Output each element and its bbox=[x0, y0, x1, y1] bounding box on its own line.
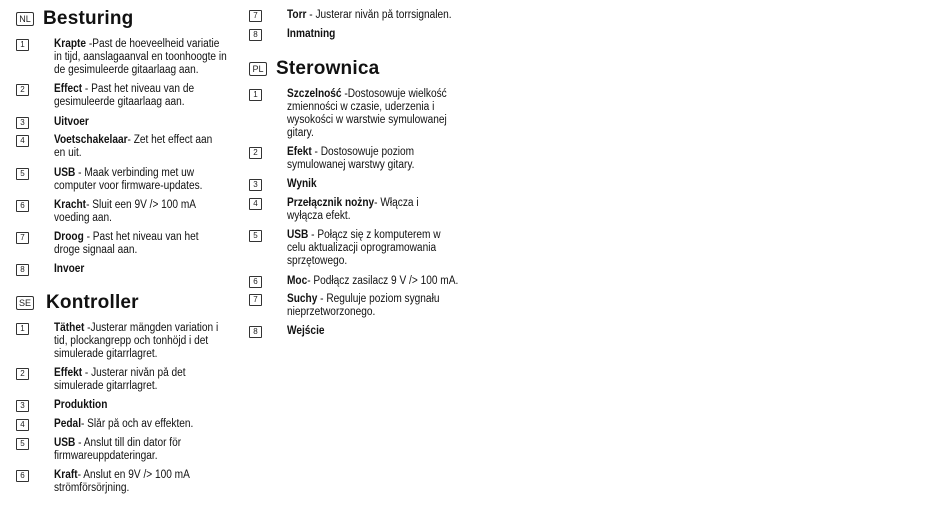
item-description: -Past de hoeveelheid variatie in tijd, aanslagaanval en toonhoogte in de gesimuleerde gitaarlaag aan. bbox=[54, 38, 227, 76]
item-text bbox=[54, 399, 230, 412]
item-text bbox=[287, 275, 498, 288]
item-text bbox=[287, 9, 498, 22]
item-term: USB bbox=[287, 229, 309, 241]
item-text bbox=[287, 293, 445, 319]
item-description: - Dostosowuje poziom symulowanej warstwy gitary. bbox=[287, 146, 415, 171]
item-term: USB bbox=[54, 437, 76, 449]
item-term: Inmatning bbox=[287, 28, 336, 40]
item-text bbox=[287, 146, 428, 172]
language-tag-nl: NL bbox=[16, 12, 34, 26]
item-term: Kraft bbox=[54, 469, 78, 481]
item-number-badge: 5 bbox=[16, 168, 29, 180]
item-number-badge: 6 bbox=[16, 470, 29, 482]
item-description: - Anslut en 9V /> 100 mA strömförsörjning. bbox=[54, 469, 190, 494]
item-number-badge: 7 bbox=[249, 294, 262, 306]
item-description: - Sluit een 9V /> 100 mA voeding aan. bbox=[54, 199, 196, 224]
item-term: Moc bbox=[287, 275, 308, 287]
item-text bbox=[287, 178, 463, 191]
item-number-badge: 5 bbox=[249, 230, 262, 242]
item-text bbox=[54, 418, 230, 431]
item-term: Effect bbox=[54, 83, 83, 95]
item-text bbox=[287, 229, 445, 268]
item-term: Invoer bbox=[54, 263, 85, 275]
item-number-badge: 6 bbox=[249, 276, 262, 288]
item-text bbox=[54, 322, 226, 361]
item-number-badge: 3 bbox=[16, 400, 29, 412]
item-text bbox=[54, 469, 212, 495]
item-term: Efekt bbox=[287, 146, 312, 158]
item-term: USB bbox=[54, 167, 76, 179]
item-description: - Justerar nivån på det simulerade gitarrlagret. bbox=[54, 367, 186, 392]
item-term: Suchy bbox=[287, 293, 318, 305]
item-text bbox=[54, 38, 230, 77]
item-term: Voetschakelaar bbox=[54, 134, 128, 146]
item-number-badge: 4 bbox=[16, 135, 29, 147]
item-text bbox=[287, 197, 441, 223]
item-term: Kracht bbox=[54, 199, 87, 211]
item-term: Droog bbox=[54, 231, 84, 243]
item-text bbox=[54, 199, 217, 225]
item-number-badge: 8 bbox=[16, 264, 29, 276]
item-description: - Slår på och av effekten. bbox=[81, 418, 194, 430]
section-title-nl: Besturing bbox=[43, 8, 134, 29]
item-number-badge: 8 bbox=[249, 326, 262, 338]
item-term: Przełącznik nożny bbox=[287, 197, 375, 209]
item-description: - Reguluje poziom sygnału nieprzetworzonego. bbox=[287, 293, 440, 318]
item-description: - Past het niveau van de gesimuleerde gitaarlaag aan. bbox=[54, 83, 195, 108]
section-header-se bbox=[16, 292, 139, 314]
item-description: - Połącz się z komputerem w celu aktualizacji oprogramowania sprzętowego. bbox=[287, 229, 441, 267]
item-number-badge: 5 bbox=[16, 438, 29, 450]
item-description: - Justerar nivån på torrsignalen. bbox=[306, 9, 452, 21]
language-tag-pl: PL bbox=[249, 62, 267, 76]
item-text bbox=[54, 437, 199, 463]
item-text bbox=[287, 28, 463, 41]
item-term: Wynik bbox=[287, 178, 317, 190]
item-number-badge: 2 bbox=[16, 84, 29, 96]
item-text bbox=[54, 167, 221, 193]
item-term: Täthet bbox=[54, 322, 85, 334]
item-number-badge: 3 bbox=[16, 117, 29, 129]
item-term: Uitvoer bbox=[54, 116, 89, 128]
item-text bbox=[54, 116, 230, 129]
item-number-badge: 6 bbox=[16, 200, 29, 212]
item-description: - Maak verbinding met uw computer voor firmware-updates. bbox=[54, 167, 203, 192]
item-text bbox=[287, 325, 463, 338]
item-description: - Past het niveau van het droge signaal aan. bbox=[54, 231, 199, 256]
section-title-pl: Sterownica bbox=[276, 58, 380, 79]
item-text bbox=[287, 88, 454, 140]
item-number-badge: 8 bbox=[249, 29, 262, 41]
section-header-nl bbox=[16, 8, 133, 30]
item-number-badge: 4 bbox=[249, 198, 262, 210]
item-description: - Podłącz zasilacz 9 V /> 100 mA. bbox=[307, 275, 459, 287]
item-text bbox=[54, 134, 217, 160]
item-number-badge: 1 bbox=[16, 39, 29, 51]
item-description: -Justerar mängden variation i tid, plockangrepp och tonhöjd i det simulerade gitarrlagret. bbox=[54, 322, 219, 360]
item-text bbox=[54, 83, 212, 109]
language-tag-se: SE bbox=[16, 296, 34, 310]
item-term: Wejście bbox=[287, 325, 325, 337]
item-term: Pedal bbox=[54, 418, 82, 430]
item-description: - Anslut till din dator för firmwareuppdateringar. bbox=[54, 437, 182, 462]
item-term: Torr bbox=[287, 9, 307, 21]
item-number-badge: 2 bbox=[16, 368, 29, 380]
item-term: Produktion bbox=[54, 399, 108, 411]
item-number-badge: 4 bbox=[16, 419, 29, 431]
item-description: - Zet het effect aan en uit. bbox=[54, 134, 213, 159]
item-number-badge: 1 bbox=[249, 89, 262, 101]
item-term: Szczelność bbox=[287, 88, 342, 100]
item-description: - Włącza i wyłącza efekt. bbox=[287, 197, 419, 222]
item-text bbox=[54, 231, 221, 257]
item-number-badge: 2 bbox=[249, 147, 262, 159]
item-number-badge: 7 bbox=[249, 10, 262, 22]
item-text bbox=[54, 367, 208, 393]
item-number-badge: 1 bbox=[16, 323, 29, 335]
item-description: -Dostosowuje wielkość zmienności w czasie, uderzenia i wysokości w warstwie symulowanej gitary. bbox=[287, 88, 447, 139]
item-text bbox=[54, 263, 230, 276]
section-header-pl bbox=[249, 58, 379, 80]
item-number-badge: 7 bbox=[16, 232, 29, 244]
item-number-badge: 3 bbox=[249, 179, 262, 191]
section-title-se: Kontroller bbox=[46, 292, 139, 313]
item-term: Effekt bbox=[54, 367, 83, 379]
item-term: Krapte bbox=[54, 38, 87, 50]
